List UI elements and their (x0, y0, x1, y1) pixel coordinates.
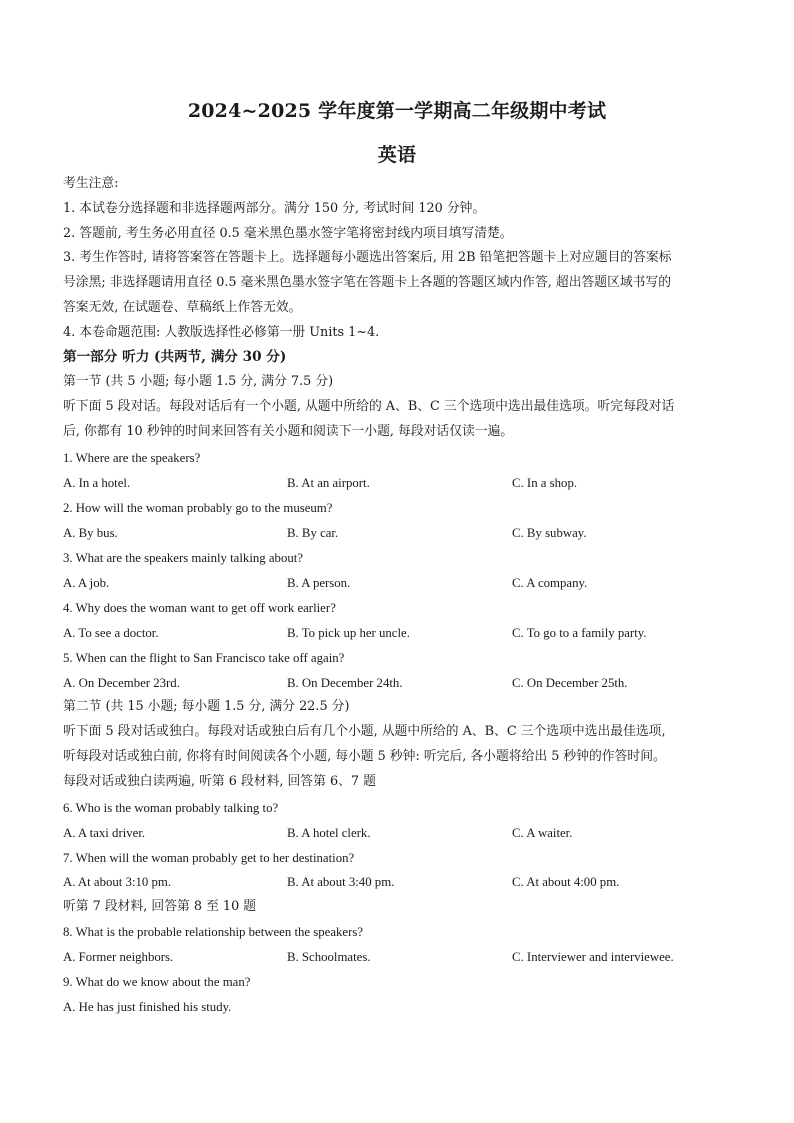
option-b: B. A hotel clerk. (287, 826, 371, 840)
option-a: A. He has just finished his study. (63, 1000, 232, 1014)
notice-item: 4. 本卷命题范围: 人教版选择性必修第一册 Units 1~4. (63, 325, 380, 340)
option-b: B. A person. (287, 576, 351, 590)
section2-instructions: 听下面 5 段对话或独白。每段对话或独白后有几个小题, 从题中所给的 A、B、C 三个选项中选出最佳选项, (63, 724, 666, 739)
option-c: C. At about 4:00 pm. (512, 875, 620, 889)
section1-heading: 第一节 (共 5 小题; 每小题 1.5 分, 满分 7.5 分) (63, 374, 334, 389)
question-stem: 9. What do we know about the man? (63, 975, 251, 989)
notice-item: 答案无效, 在试题卷、草稿纸上作答无效。 (63, 300, 302, 315)
option-b: B. To pick up her uncle. (287, 626, 410, 640)
subject-title: 英语 (377, 144, 417, 166)
option-c: C. A company. (512, 576, 588, 590)
section1-instructions: 听下面 5 段对话。每段对话后有一个小题, 从题中所给的 A、B、C 三个选项中选出最佳选项。听完每段对话 (63, 399, 675, 414)
option-b: B. By car. (287, 526, 339, 540)
exam-title: 2024~2025 学年度第一学期高二年级期中考试 (187, 100, 607, 122)
question-stem: 7. When will the woman probably get to her destination? (63, 851, 355, 865)
option-c: C. Interviewer and interviewee. (512, 950, 674, 964)
section2-instructions: 每段对话或独白读两遍, 听第 6 段材料, 回答第 6、7 题 (63, 774, 376, 789)
section1-instructions: 后, 你都有 10 秒钟的时间来回答有关小题和阅读下一小题, 每段对话仅读一遍。 (63, 424, 514, 439)
option-a: A. Former neighbors. (63, 950, 174, 964)
option-c: C. In a shop. (512, 476, 578, 490)
option-c: C. To go to a family party. (512, 626, 647, 640)
option-c: C. By subway. (512, 526, 587, 540)
question-stem: 4. Why does the woman want to get off work earlier? (63, 601, 336, 615)
option-a: A. A job. (63, 576, 110, 590)
option-c: C. On December 25th. (512, 676, 628, 690)
option-a: A. To see a doctor. (63, 626, 159, 640)
question-stem: 3. What are the speakers mainly talking about? (63, 551, 303, 565)
notice-item: 号涂黑; 非选择题请用直径 0.5 毫米黑色墨水签字笔在答题卡上各题的答题区域内作答, 超出答题区域书写的 (63, 275, 672, 290)
material-note: 听第 7 段材料, 回答第 8 至 10 题 (63, 899, 257, 914)
question-stem: 2. How will the woman probably go to the museum? (63, 501, 333, 515)
notice-item: 3. 考生作答时, 请将答案答在答题卡上。选择题每小题选出答案后, 用 2B 铅笔把答题卡上对应题目的答案标 (63, 250, 672, 265)
question-stem: 8. What is the probable relationship between the speakers? (63, 925, 364, 939)
section2-instructions: 听每段对话或独白前, 你将有时间阅读各个小题, 每小题 5 秒钟: 听完后, 各小题将给出 5 秒钟的作答时间。 (63, 749, 666, 764)
section2-heading: 第二节 (共 15 小题; 每小题 1.5 分, 满分 22.5 分) (63, 699, 350, 714)
option-a: A. On December 23rd. (63, 676, 180, 690)
notice-heading: 考生注意: (63, 176, 119, 191)
notice-item: 2. 答题前, 考生务必用直径 0.5 毫米黑色墨水签字笔将密封线内项目填写清楚。 (63, 226, 513, 241)
question-stem: 1. Where are the speakers? (63, 451, 201, 465)
option-a: A. In a hotel. (63, 476, 131, 490)
option-c: C. A waiter. (512, 826, 573, 840)
option-b: B. Schoolmates. (287, 950, 371, 964)
part1-heading: 第一部分 听力 (共两节, 满分 30 分) (63, 349, 287, 365)
question-stem: 5. When can the flight to San Francisco take off again? (63, 651, 345, 665)
notice-item: 1. 本试卷分选择题和非选择题两部分。满分 150 分, 考试时间 120 分钟。 (63, 201, 486, 216)
option-b: B. At an airport. (287, 476, 370, 490)
question-stem: 6. Who is the woman probably talking to? (63, 801, 279, 815)
option-a: A. A taxi driver. (63, 826, 146, 840)
option-b: B. At about 3:40 pm. (287, 875, 395, 889)
option-a: A. By bus. (63, 526, 118, 540)
option-a: A. At about 3:10 pm. (63, 875, 172, 889)
option-b: B. On December 24th. (287, 676, 403, 690)
